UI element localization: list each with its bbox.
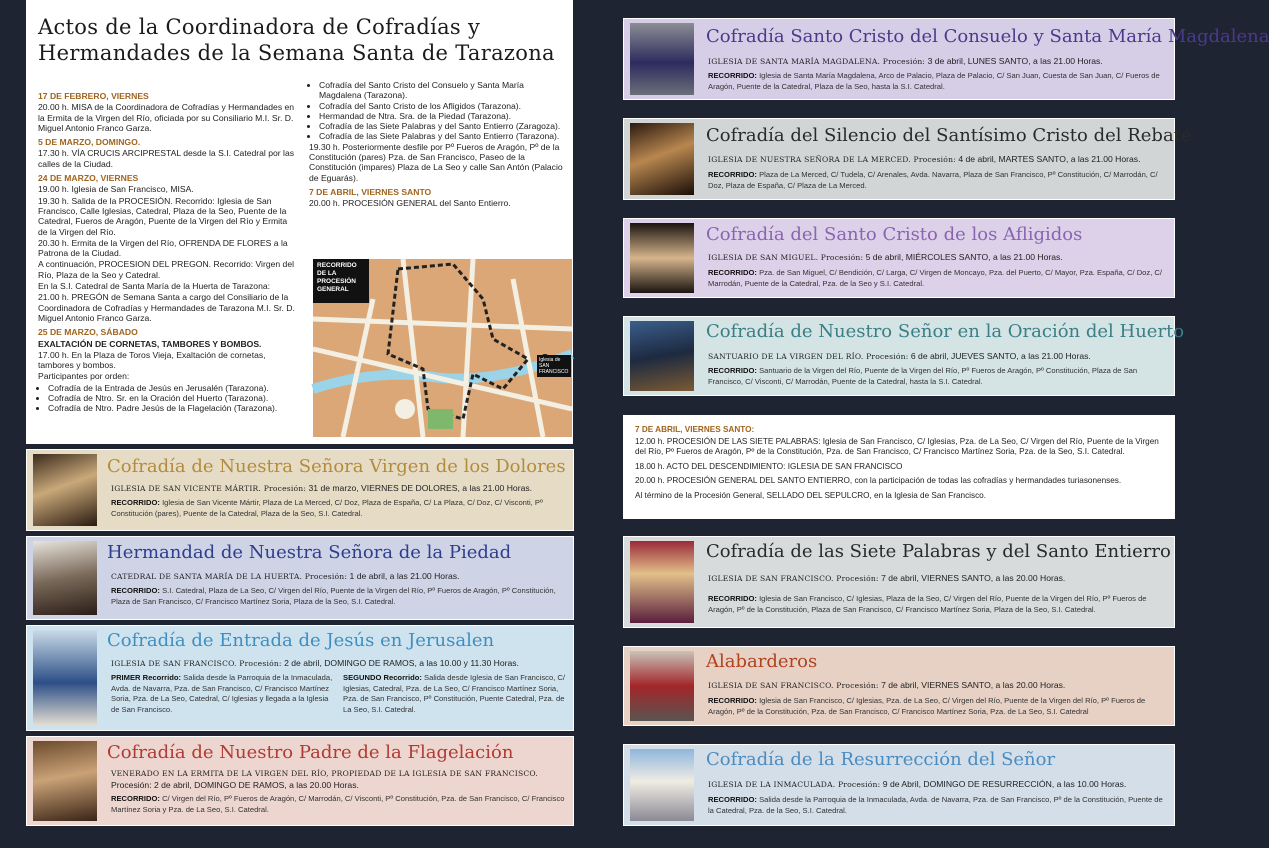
card-procession xyxy=(708,680,1065,691)
route-text: S.I. Catedral, Plaza de La Seo, C/ Virgen del Río, Puente de la Virgen del Río, Pº Fueros de Aragón, Pº Constitución, Plaza de San Francisco, C/ Francisco Martínez Soria, Plaza de la Seo, S.I. Catedral. xyxy=(111,586,556,606)
card-title: Cofradía de Nuestro Padre de la Flagelación xyxy=(107,742,514,763)
card-date: 5 de abril, MIÉRCOLES SANTO, a las 21.00 Horas. xyxy=(865,252,1063,262)
card-date: 6 de abril, JUEVES SANTO, a las 21.00 Horas. xyxy=(910,351,1091,361)
route-label: RECORRIDO: xyxy=(111,586,160,595)
intro-title-line1: Actos de la Coordinadora de Cofradías y xyxy=(38,15,481,39)
card-rebate xyxy=(623,118,1192,200)
route-text: Iglesia de San Francisco, C/ Iglesias, Plaza de la Seo, C/ Virgen del Río, Puente de la Virgen del Río, Pº Fueros de Aragón, Pº de la Constitución, Plaza de San Francisco, C/ Francisco Martínez Soria, Plaza de la Seo, S.I. Catedral. xyxy=(708,594,1147,614)
card-dolores xyxy=(26,449,574,531)
event-text: 18.00 h. ACTO DEL DESCENDIMIENTO: IGLESIA DE SAN FRANCISCO xyxy=(635,461,903,471)
card-place: IGLESIA DE SAN FRANCISCO. Procesión: xyxy=(708,574,879,583)
route-map xyxy=(313,259,572,437)
date-heading: 5 DE MARZO, DOMINGO. xyxy=(38,137,141,148)
card-route xyxy=(111,794,569,815)
resurreccion-photo xyxy=(630,749,694,821)
card-alabarderos xyxy=(623,646,1175,726)
card-route-first xyxy=(111,673,336,715)
card-title: Cofradía de Entrada de Jesús en Jerusalen xyxy=(107,630,495,651)
date-heading: 25 DE MARZO, SÁBADO xyxy=(38,327,138,338)
route-label: SEGUNDO Recorrido: xyxy=(343,673,422,682)
flagelacion-photo xyxy=(33,741,97,821)
viernes-santo-text xyxy=(635,425,1165,506)
card-route xyxy=(708,268,1168,289)
card-date: 7 de abril, VIERNES SANTO, a las 20.00 Horas. xyxy=(881,573,1066,583)
route-text: Pza. de San Miguel, C/ Bendición, C/ Larga, C/ Virgen de Moncayo, Pza. del Puerto, C/ Mayor, Pza. España, C/ Doz, C/ Marrodán, Puente de la Catedral, Pza. de la Seo y S.I. Catedral. xyxy=(708,268,1163,288)
card-huerto xyxy=(623,316,1185,396)
event-text: 17.30 h. VÍA CRUCIS ARCIPRESTAL desde la S.I. Catedral por las calles de la Ciudad. xyxy=(38,148,295,169)
map-label: RECORRIDO DE LA PROCESIÓN GENERAL xyxy=(313,259,369,303)
card-place: IGLESIA DE LA INMACULADA. Procesión: xyxy=(708,780,881,789)
event-text: 20.30 h. Ermita de la Virgen del Río, OFRENDA DE FLORES a la Patrona de la Ciudad. xyxy=(38,237,288,259)
intro-title xyxy=(38,14,568,66)
card-title: Cofradía del Santo Cristo de los Afligidos xyxy=(706,224,1083,245)
card-date: 7 de abril, VIERNES SANTO, a las 20.00 Horas. xyxy=(881,680,1066,690)
list-item: • Cofradía de la Entrada de Jesús en Jerusalén (Tarazona). xyxy=(48,383,298,393)
card-procession xyxy=(111,658,519,669)
card-place: IGLESIA DE SAN MIGUEL. Procesión: xyxy=(708,253,864,262)
route-text: C/ Virgen del Río, Pº Fueros de Aragón, C/ Marrodán, C/ Visconti, Pº Constitución, Pza. de San Francisco, C/ Francisco Martínez Soria y Pza. de La Seo, S.I. Catedral. xyxy=(111,794,565,814)
list-item: • Cofradía de las Siete Palabras y del Santo Entierro (Zaragoza). xyxy=(319,121,564,131)
card-procession xyxy=(111,483,532,494)
event-text: EXALTACIÓN DE CORNETAS, TAMBORES Y BOMBOS. xyxy=(38,338,262,349)
event-text: Participantes por orden: xyxy=(38,371,130,382)
event-text: 21.00 h. PREGÓN de Semana Santa a cargo del Consiliario de la Coordinadora de Cofradías y Hermandades de Tarazona M.I. Sr. D. Miguel Antonio Franco Garza. xyxy=(38,292,295,323)
piedad-photo xyxy=(33,541,97,615)
route-label: RECORRIDO: xyxy=(111,498,160,507)
card-title: Alabarderos xyxy=(706,651,818,672)
card-date: 31 de marzo, VIERNES DE DOLORES, a las 21.00 Horas. xyxy=(308,483,533,493)
card-place-line xyxy=(111,768,538,779)
virgin-photo xyxy=(33,454,97,526)
card-place: IGLESIA DE SAN VICENTE MÁRTIR. Procesión: xyxy=(111,484,307,493)
card-procession xyxy=(708,351,1091,362)
card-place: CATEDRAL DE SANTA MARÍA DE LA HUERTA. Procesión: xyxy=(111,572,348,581)
intro-panel xyxy=(26,0,573,444)
card-route-second xyxy=(343,673,569,715)
intro-column-left xyxy=(38,87,298,414)
route-text: Santuario de la Virgen del Río, Puente de la Virgen del Río, Pº Fueros de Aragón, Pº Constitución, Plaza de San Francisco, C/ Visconti, C/ Marrodán, Puente de la Catedral, hasta la S.I. Catedral. xyxy=(708,366,1138,386)
rebate-photo xyxy=(630,123,694,195)
event-text: 20.00 h. MISA de la Coordinadora de Cofradías y Hermandades en la Ermita de la Virgen del Río, oficiada por su Consiliario M.I. Sr. D. Miguel Antonio Franco Garza. xyxy=(38,102,295,133)
siete-palabras-photo xyxy=(630,541,694,623)
route-text: Salida desde la Parroquia de la Inmaculada, Avda. de Navarra, Pza. de San Francisco, Pº de la Constitución, Puente de la Catedral, Pza. de la Seo, S.I. Catedral. xyxy=(708,795,1163,815)
card-route xyxy=(708,795,1168,816)
participants-list-cont xyxy=(309,80,564,142)
card-route xyxy=(111,498,569,519)
card-place: SANTUARIO DE LA VIRGEN DEL RÍO. Procesión: xyxy=(708,352,909,361)
event-text: 20.00 h. PROCESIÓN GENERAL del Santo Entierro. xyxy=(309,198,511,209)
card-title: Hermandad de Nuestra Señora de la Piedad xyxy=(107,542,512,563)
list-item: • Cofradía de Ntro. Sr. en la Oración del Huerto (Tarazona). xyxy=(48,393,298,403)
card-title: Cofradía de la Resurrección del Señor xyxy=(706,749,1056,770)
huerto-photo xyxy=(630,321,694,391)
card-date: 1 de abril, a las 21.00 Horas. xyxy=(349,571,460,581)
card-place: VENERADO EN LA ERMITA DE LA VIRGEN DEL RÍO, PROPIEDAD DE LA IGLESIA DE SAN FRANCISCO. xyxy=(111,769,538,778)
card-place: IGLESIA DE SAN FRANCISCO. Procesión: xyxy=(708,681,879,690)
card-route xyxy=(708,366,1168,387)
route-label: RECORRIDO: xyxy=(708,696,757,705)
card-procession xyxy=(708,573,1065,584)
card-procession xyxy=(111,571,459,582)
route-label: RECORRIDO: xyxy=(708,268,757,277)
card-piedad xyxy=(26,536,574,620)
card-place: IGLESIA DE SANTA MARÍA MAGDALENA. Procesión: xyxy=(708,57,926,66)
card-route xyxy=(708,71,1168,92)
list-item: • Cofradía de Ntro. Padre Jesús de la Flagelación (Tarazona). xyxy=(48,403,298,413)
card-flagelacion xyxy=(26,736,574,826)
card-procession xyxy=(708,154,1140,165)
event-text: A continuación, PROCESION DEL PREGON. Recorrido: Virgen del Río, Plaza de la Seo y Catedral. xyxy=(38,259,295,280)
event-text: Al término de la Procesión General, SELLADO DEL SEPULCRO, en la Iglesia de San Francisco. xyxy=(635,490,987,500)
card-route xyxy=(111,586,569,607)
card-procession xyxy=(708,252,1063,263)
consuelo-photo xyxy=(630,23,694,95)
intro-title-line2: Hermandades de la Semana Santa de Tarazona xyxy=(38,41,555,65)
route-text: Iglesia de Santa María Magdalena, Arco de Palacio, Plaza de Palacio, C/ San Juan, Cuesta de San Juan, C/ Fueros de Aragón, Puente de la Catedral, Plaza de la Seo, hasta la S.I. Catedral. xyxy=(708,71,1160,91)
card-date: Procesión: 2 de abril, DOMINGO DE RAMOS, a las 20.00 Horas. xyxy=(111,780,359,790)
card-route xyxy=(708,696,1168,717)
card-date: 9 de Abril, DOMINGO DE RESURRECCIÓN, a las 10.00 Horas. xyxy=(882,779,1127,789)
card-route xyxy=(708,170,1168,191)
card-title: Cofradía Santo Cristo del Consuelo y Santa María Magdalena xyxy=(706,26,1269,47)
date-heading: 7 DE ABRIL, VIERNES SANTO: xyxy=(635,425,755,434)
route-text: Salida desde la Parroquia de la Inmaculada, Avda. de Navarra, Pza. de San Francisco, C/ Francisco Martínez Soria, Pza. de La Seo, Catedral, C/ Iglesias y llegada a la Iglesia de San Francisco. xyxy=(111,673,333,714)
alabarderos-photo xyxy=(630,651,694,721)
route-label: RECORRIDO: xyxy=(708,170,757,179)
card-siete-palabras xyxy=(623,536,1175,628)
route-label: RECORRIDO: xyxy=(708,71,757,80)
route-text: Salida desde Iglesia de San Francisco, C/ Iglesias, Catedral, Pza. de La Seo, C/ Francisco Martínez Soria, Pza. de San Francisco, Pº Constitución, Puente Catedral, Pza. de La Seo, S.I. Catedral. xyxy=(343,673,566,714)
event-text: 19.30 h. Salida de la PROCESIÓN. Recorrido: Iglesia de San Francisco, Calle Iglesias, Catedral, Plaza de la Seo, Puente de la Catedral, Fueros de Aragón, Puente de la Virgen del Río y Ermita de la Virgen del Río. xyxy=(38,195,288,237)
list-item: • Cofradía del Santo Cristo del Consuelo y Santa María Magdalena (Tarazona). xyxy=(319,80,564,101)
intro-column-right xyxy=(309,80,564,210)
card-title: Cofradía de Nuestra Señora Virgen de los Dolores xyxy=(107,456,566,477)
card-jerusalen xyxy=(26,625,574,731)
event-text: 19.00 h. Iglesia de San Francisco, MISA. xyxy=(38,184,194,195)
route-text: Plaza de La Merced, C/ Tudela, C/ Arenales, Avda. Navarra, Plaza de San Francisco, Pº Constitución, C/ Marrodán, C/ Doz, Plaza de España, C/ Plaza de La Merced. xyxy=(708,170,1158,190)
date-heading: 17 DE FEBRERO, VIERNES xyxy=(38,91,149,101)
route-text: Iglesia de San Francisco, C/ Iglesias, Pza. de La Seo, C/ Virgen del Río, Puente de la Virgen del Río, Pº Fueros de Aragón, Pº de la Constitución, Pza. de San Francisco, C/ Francisco Martínez Soria, Pza. de La Seo, S.I. Catedral xyxy=(708,696,1146,716)
card-procession xyxy=(708,779,1126,790)
route-label: RECORRIDO: xyxy=(708,594,757,603)
date-heading: 24 DE MARZO, VIERNES xyxy=(38,173,139,184)
route-label: RECORRIDO: xyxy=(708,795,757,804)
list-item: • Cofradía del Santo Cristo de los Afligidos (Tarazona). xyxy=(319,101,564,111)
card-place: IGLESIA DE NUESTRA SEÑORA DE LA MERCED. Procesión: xyxy=(708,155,956,164)
card-title: Cofradía de las Siete Palabras y del Santo Entierro xyxy=(706,541,1171,562)
jerusalen-photo xyxy=(33,630,97,726)
date-heading: 7 DE ABRIL, VIERNES SANTO xyxy=(309,186,432,197)
event-text: 12.00 h. PROCESIÓN DE LAS SIETE PALABRAS: Iglesia de San Francisco, C/ Iglesias, Pza. de La Seo, C/ Virgen del Río, Puente de la Virgen del Río, Pº Fueros de Aragón, Pº de la Constitución, Pza. de San Francisco, C/ Francisco Martínez Soria, Pza. de la Seo, S.I. Catedral. xyxy=(635,436,1159,457)
route-label: RECORRIDO: xyxy=(111,794,160,803)
card-resurreccion xyxy=(623,744,1175,826)
card-place: IGLESIA DE SAN FRANCISCO. Procesión: xyxy=(111,659,282,668)
card-route xyxy=(708,594,1168,615)
card-date: 3 de abril, LUNES SANTO, a las 21.00 Horas. xyxy=(927,56,1103,66)
map-church-label: Iglesia de SAN FRANCISCO xyxy=(537,355,571,377)
afligidos-photo xyxy=(630,223,694,293)
list-item: • Hermandad de Ntra. Sra. de la Piedad (Tarazona). xyxy=(319,111,564,121)
participants-list xyxy=(38,383,298,414)
event-text: 20.00 h. PROCESIÓN GENERAL DEL SANTO ENTIERRO, con la participación de todas las cofradías y hermandades turiasonenses. xyxy=(635,476,1122,486)
event-text: 17.00 h. En la Plaza de Toros Vieja, Exaltación de cornetas, tambores y bombos. xyxy=(38,349,266,371)
card-title: Cofradía del Silencio del Santísimo Cristo del Rebate xyxy=(706,125,1192,146)
route-text: Iglesia de San Vicente Mártir, Plaza de La Merced, C/ Doz, Plaza de España, C/ La Plaza, C/ Doz, C/ Visconti, Pº Constitución (pares), Puente de la Catedral, Plaza de la Seo, S.I. Catedral. xyxy=(111,498,543,518)
card-afligidos xyxy=(623,218,1175,298)
route-label: RECORRIDO: xyxy=(708,366,757,375)
viernes-santo-panel xyxy=(623,415,1175,519)
card-date: 2 de abril, DOMINGO DE RAMOS, a las 10.00 y 11.30 Horas. xyxy=(284,658,519,668)
card-title: Cofradía de Nuestro Señor en la Oración del Huerto xyxy=(706,321,1185,342)
event-text: 19.30 h. Posteriormente desfile por Pº Fueros de Aragón, Pº de la Constitución (pares) Pza. de San Francisco, Paseo de la Constitución (impares) Plaza de La Seo y calle San Antón (Palacio de Eguarás). xyxy=(309,141,563,183)
route-label: PRIMER Recorrido: xyxy=(111,673,182,682)
event-text: En la S.I. Catedral de Santa María de la Huerta de Tarazona: xyxy=(38,281,271,292)
card-procession xyxy=(708,56,1103,67)
card-date: 4 de abril, MARTES SANTO, a las 21.00 Horas. xyxy=(958,154,1141,164)
card-consuelo xyxy=(623,18,1269,100)
list-item: • Cofradía de las Siete Palabras y del Santo Entierro (Tarazona). xyxy=(319,131,564,141)
